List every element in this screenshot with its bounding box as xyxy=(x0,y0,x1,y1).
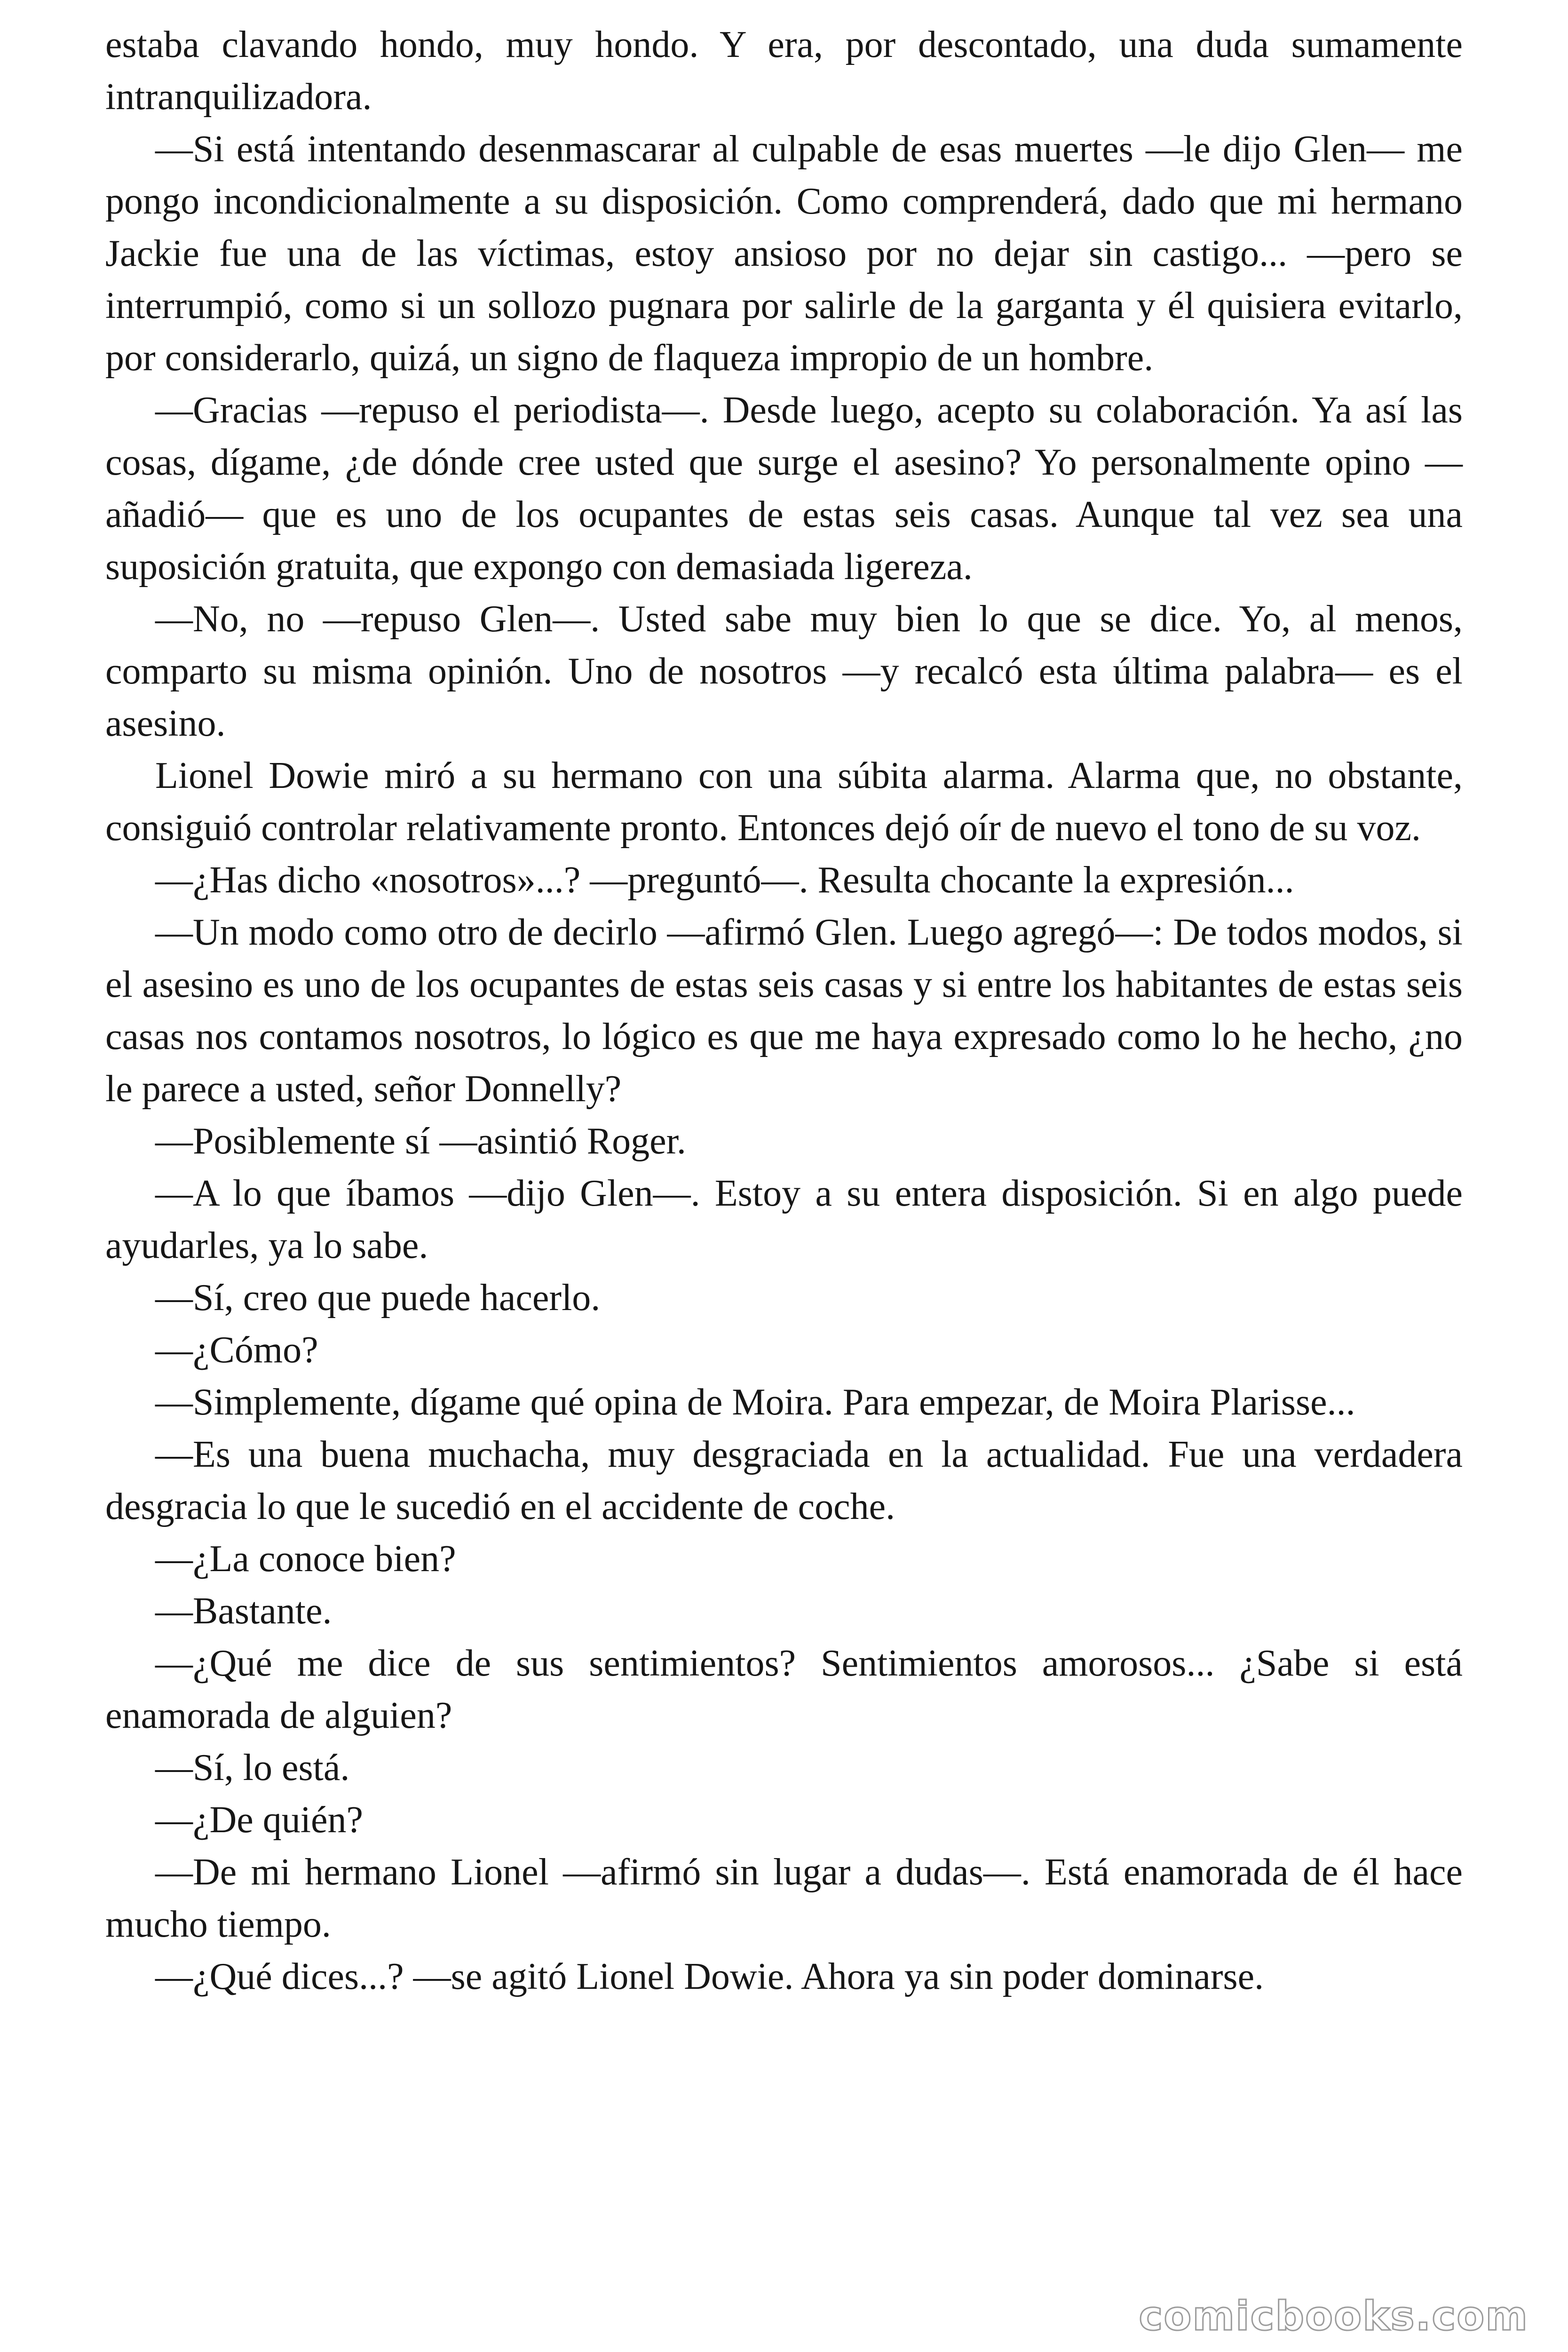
paragraph-15: —Bastante. xyxy=(155,1590,332,1632)
paragraph-11: —¿Cómo? xyxy=(155,1329,318,1371)
site-watermark: comicbooks.com xyxy=(1139,2293,1528,2340)
book-page-text xyxy=(105,19,1463,2003)
paragraph-14: —¿La conoce bien? xyxy=(155,1538,456,1580)
paragraph-13: —Es una buena muchacha, muy desgraciada en la actualidad. Fue una verdadera desgracia lo que le sucedió en el accidente de coche. xyxy=(105,1434,1463,1527)
paragraph-16: —¿Qué me dice de sus sentimientos? Sentimientos amorosos... ¿Sabe si está enamorada de alguien? xyxy=(105,1643,1463,1736)
paragraph-3: —Gracias —repuso el periodista—. Desde luego, acepto su colaboración. Ya así las cosas, dígame, ¿de dónde cree usted que surge el asesino? Yo personalmente opino —añadió— que es uno de los ocupantes de estas seis casas. Aunque tal vez sea una suposición gratuita, que expongo con demasiada ligereza. xyxy=(105,389,1463,588)
paragraph-19: —De mi hermano Lionel —afirmó sin lugar a dudas—. Está enamorada de él hace mucho tiempo. xyxy=(105,1851,1463,1945)
paragraph-17: —Sí, lo está. xyxy=(155,1747,350,1788)
paragraph-1: estaba clavando hondo, muy hondo. Y era, por descontado, una duda sumamente intranquilizadora. xyxy=(105,24,1463,118)
paragraph-2: —Si está intentando desenmascarar al culpable de esas muertes —le dijo Glen— me pongo incondicionalmente a su disposición. Como comprenderá, dado que mi hermano Jackie fue una de las víctimas, estoy ansioso por no dejar sin castigo... —pero se interrumpió, como si un sollozo pugnara por salirle de la garganta y él quisiera evitarlo, por considerarlo, quizá, un signo de flaqueza impropio de un hombre. xyxy=(105,128,1463,379)
paragraph-12: —Simplemente, dígame qué opina de Moira. Para empezar, de Moira Plarisse... xyxy=(155,1382,1355,1423)
paragraph-18: —¿De quién? xyxy=(155,1799,364,1841)
paragraph-7: —Un modo como otro de decirlo —afirmó Glen. Luego agregó—: De todos modos, si el asesino es uno de los ocupantes de estas seis casas y si entre los habitantes de estas seis casas nos contamos nosotros, lo lógico es que me haya expresado como lo he hecho, ¿no le parece a usted, señor Donnelly? xyxy=(105,912,1463,1110)
paragraph-9: —A lo que íbamos —dijo Glen—. Estoy a su entera disposición. Si en algo puede ayudarles, ya lo sabe. xyxy=(105,1173,1463,1266)
paragraph-20: —¿Qué dices...? —se agitó Lionel Dowie. Ahora ya sin poder dominarse. xyxy=(155,1956,1264,1997)
paragraph-6: —¿Has dicho «nosotros»...? —preguntó—. Resulta chocante la expresión... xyxy=(155,859,1294,901)
paragraph-8: —Posiblemente sí —asintió Roger. xyxy=(155,1120,686,1162)
paragraph-4: —No, no —repuso Glen—. Usted sabe muy bien lo que se dice. Yo, al menos, comparto su misma opinión. Uno de nosotros —y recalcó esta última palabra— es el asesino. xyxy=(105,598,1463,744)
paragraph-10: —Sí, creo que puede hacerlo. xyxy=(155,1277,601,1319)
paragraph-5: Lionel Dowie miró a su hermano con una súbita alarma. Alarma que, no obstante, consiguió controlar relativamente pronto. Entonces dejó oír de nuevo el tono de su voz. xyxy=(105,755,1463,849)
